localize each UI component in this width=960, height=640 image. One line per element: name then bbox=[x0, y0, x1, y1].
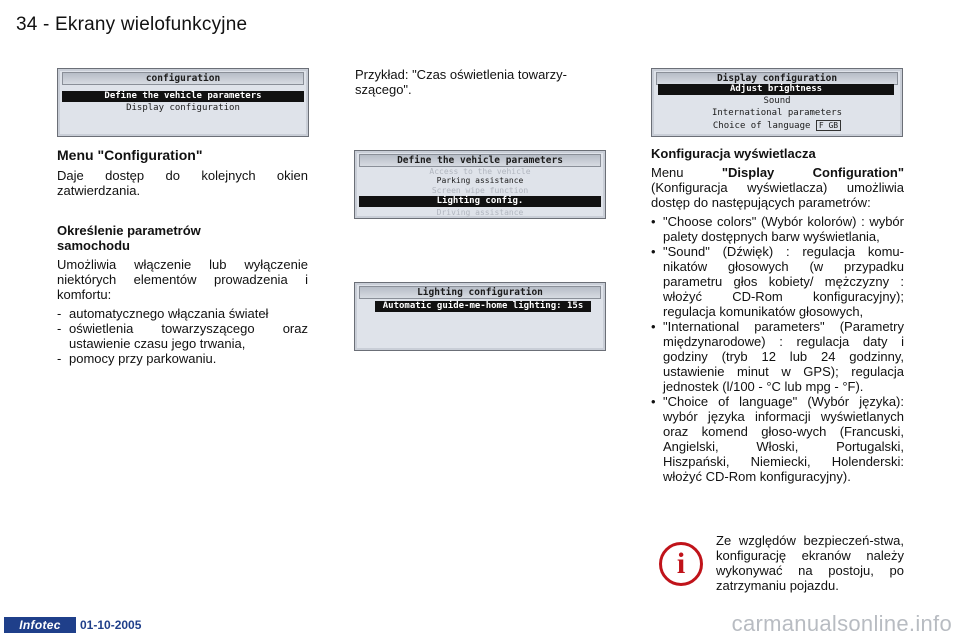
screen-item: Parking assistance bbox=[436, 176, 524, 185]
screen-configuration bbox=[57, 68, 309, 137]
language-flags: F GB bbox=[816, 120, 841, 131]
screen-item-label: Choice of language bbox=[712, 121, 811, 131]
list-item: • "Choose colors" (Wybór kolorów) : wybór palety dostępnych barw wyświetlania, bbox=[651, 214, 904, 244]
column-left bbox=[57, 148, 308, 366]
list-item: • "Sound" (Dźwięk) : regulacja komu-nikatów głosowych (w przypadku parametru głos kobiety/ mężczyzny : włożyć CD-Rom konfiguracyjny); regulacja komunikatów głosowych, bbox=[651, 244, 904, 319]
screen-define-vehicle bbox=[354, 150, 606, 219]
menu-text: Daje dostęp do kolejnych okien zatwierdzania. bbox=[57, 168, 308, 198]
screen-item: International parameters bbox=[711, 108, 843, 118]
info-icon: i bbox=[659, 542, 703, 586]
display-options-list bbox=[651, 214, 904, 484]
display-heading: Konfiguracja wyświetlacza bbox=[651, 146, 816, 161]
screen-item-selected: Lighting config. bbox=[359, 196, 601, 207]
params-text: Umożliwia włączenie lub wyłączenie niektórych elementów prowadzenia i komfortu: bbox=[57, 257, 308, 302]
params-list bbox=[57, 306, 308, 366]
params-heading-line1: Określenie parametrów bbox=[57, 223, 201, 238]
screen-title: Display configuration bbox=[656, 72, 898, 85]
screen-title: Define the vehicle parameters bbox=[359, 154, 601, 167]
screen-item: Access to the vehicle bbox=[429, 167, 531, 176]
params-heading-line2: samochodu bbox=[57, 238, 130, 253]
header-separator: - bbox=[43, 14, 50, 35]
screen-lighting bbox=[354, 282, 606, 351]
list-item: • "International parameters" (Parametry międzynarodowe) : regulacja daty i godziny (tryb 12 lub 24 godzinny, ustawienie minut w GPS); regulacja jednostek (l/100 - °C lub mpg - °F). bbox=[651, 319, 904, 394]
screen-item-selected: Define the vehicle parameters bbox=[62, 91, 304, 102]
screen-item: Driving assistance bbox=[436, 208, 524, 217]
list-item: - automatycznego włączania świateł bbox=[57, 306, 308, 321]
screen-title: configuration bbox=[62, 72, 304, 85]
list-item: • "Choice of language" (Wybór języka): wybór języka informacji wyświetlanych oraz komend głoso-wych (Francuski, Angielski, Włoski, Portugalski, Hiszpański, Niemiecki, Holenderski: włożyć CD-Rom konfiguracyjny). bbox=[651, 394, 904, 484]
screen-item: Screen wipe function bbox=[431, 186, 529, 195]
footer-date: 01-10-2005 bbox=[80, 618, 142, 632]
intro-rest: (Konfiguracja wyświetlacza) umożliwia dostęp do następujących parametrów: bbox=[651, 180, 904, 210]
intro-prefix: Menu bbox=[651, 165, 684, 180]
intro-menu-name: "Display Configuration" bbox=[721, 165, 904, 180]
column-middle bbox=[355, 67, 605, 97]
page-number: 34 bbox=[16, 14, 38, 35]
page-header bbox=[16, 14, 247, 36]
list-item: - pomocy przy parkowaniu. bbox=[57, 351, 308, 366]
screen-item-selected: Automatic guide-me-home lighting: 15s bbox=[375, 301, 591, 312]
screen-item: Display configuration bbox=[126, 103, 240, 113]
screen-item: Sound bbox=[763, 96, 791, 106]
screen-item-selected: Adjust brightness bbox=[658, 84, 894, 95]
screen-title: Lighting configuration bbox=[359, 286, 601, 299]
page-title: Ekrany wielofunkcyjne bbox=[55, 14, 248, 35]
menu-heading: Menu "Configuration" bbox=[57, 147, 203, 163]
screen-item bbox=[656, 120, 898, 131]
column-right bbox=[651, 146, 904, 484]
watermark: carmanualsonline.info bbox=[731, 611, 952, 636]
display-intro bbox=[651, 165, 904, 210]
infotec-logo: Infotec bbox=[4, 617, 76, 633]
example-caption: Przykład: "Czas oświetlenia towarzy-szącego". bbox=[355, 67, 567, 97]
list-item: - oświetlenia towarzyszącego oraz ustawienie czasu jego trwania, bbox=[57, 321, 308, 351]
safety-note: Ze względów bezpieczeń-stwa, konfigurację ekranów należy wykonywać na postoju, po zatrzymaniu pojazdu. bbox=[716, 533, 904, 593]
screen-display-config bbox=[651, 68, 903, 137]
